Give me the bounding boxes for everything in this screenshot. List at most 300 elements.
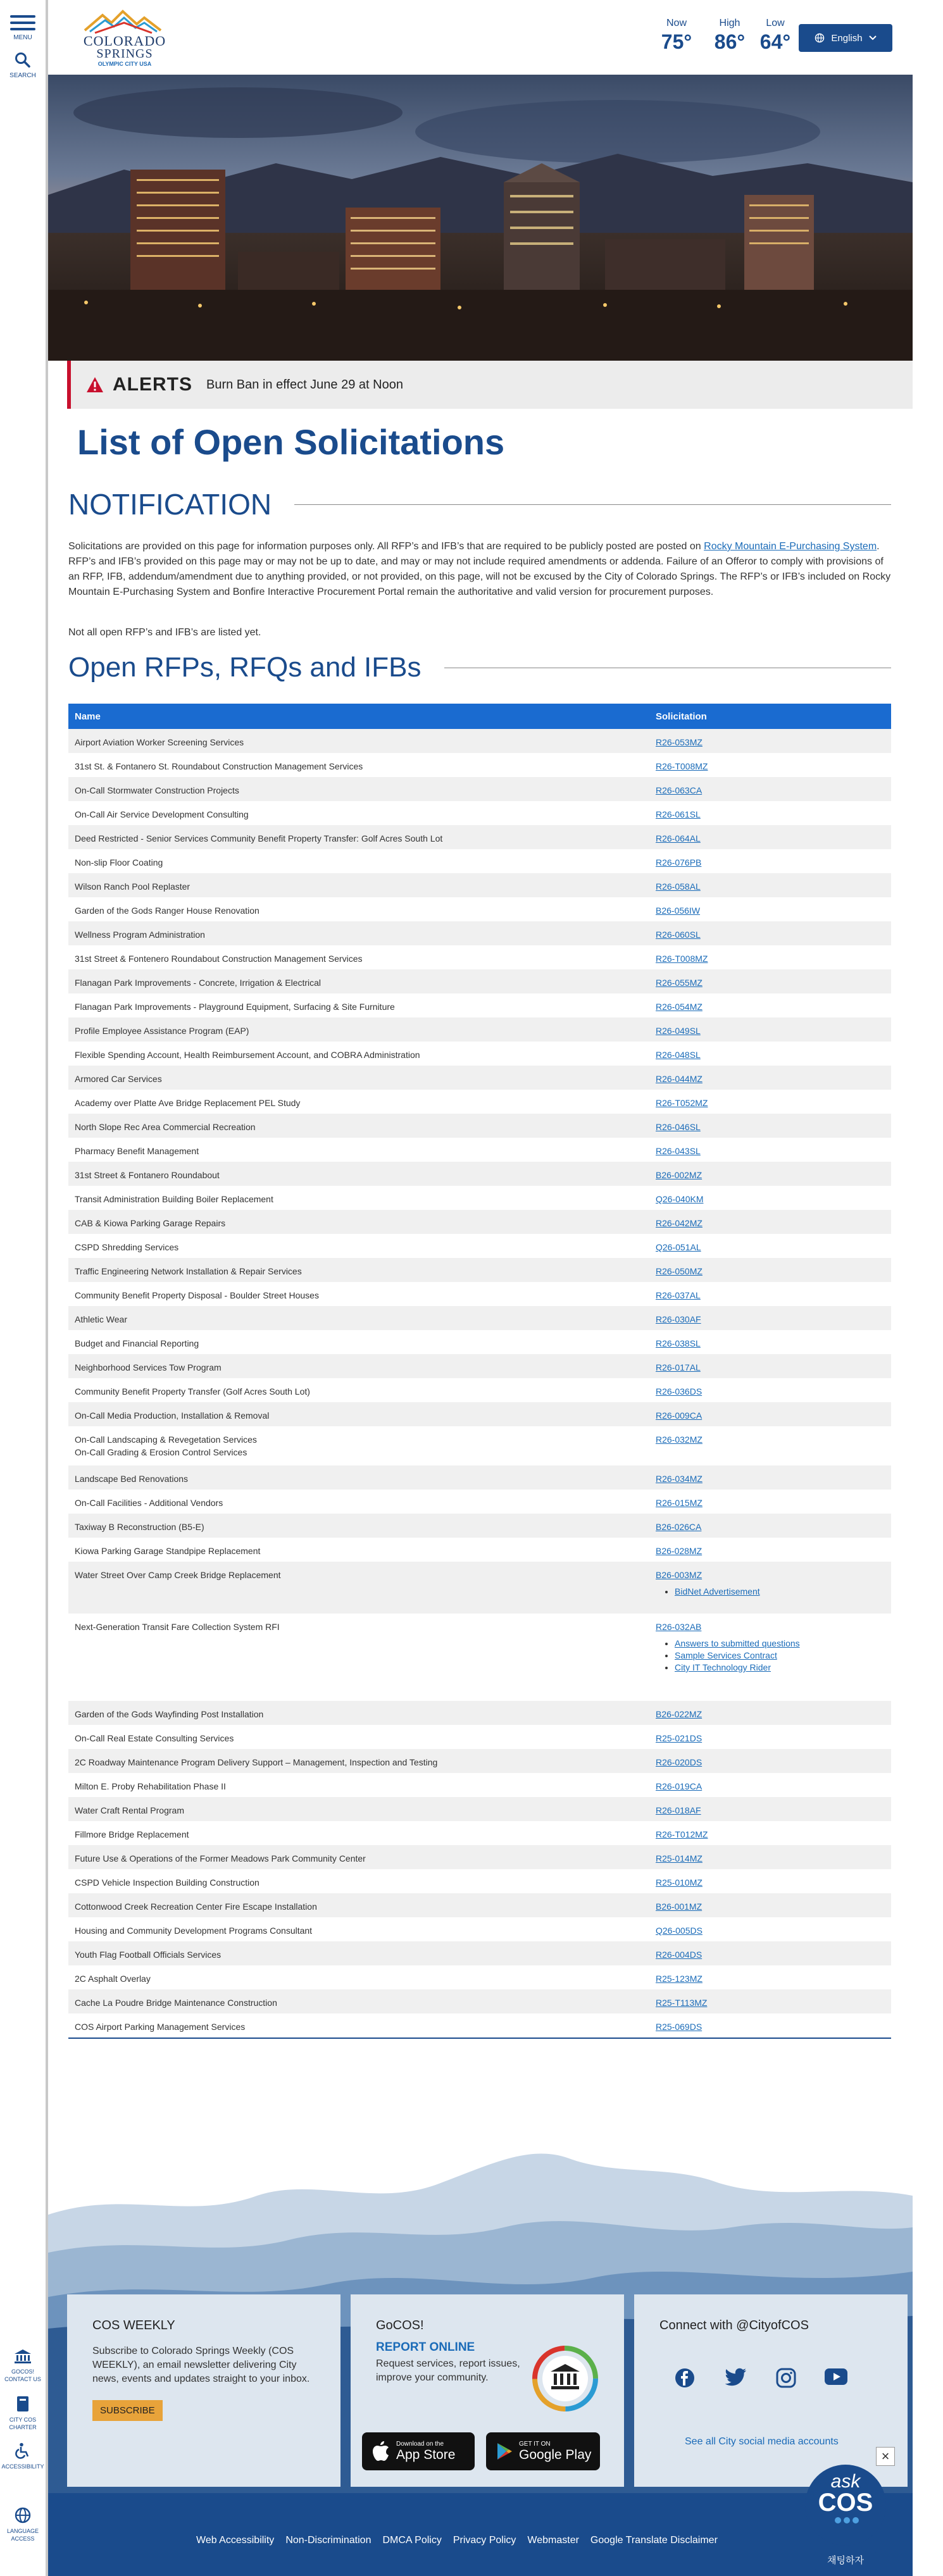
table-row xyxy=(68,1869,891,1893)
hero-cityscape-image xyxy=(48,75,913,361)
logo-springs: SPRINGS xyxy=(96,47,153,61)
subscribe-button[interactable]: SUBSCRIBE xyxy=(92,2400,163,2421)
rail-language-label: LANGUAGE ACCESS xyxy=(6,2528,39,2542)
search-label: SEARCH xyxy=(9,72,36,79)
solicitation-name-text: Transit Administration Building Boiler Replacement xyxy=(75,1194,273,1204)
heading-rule xyxy=(294,504,891,505)
wheelchair-icon xyxy=(15,2442,31,2459)
table-row xyxy=(68,1042,891,1066)
connect-title: Connect with @CityofCOS xyxy=(659,2318,809,2332)
solicitation-name-text: On-Call Media Production, Installation & Removal xyxy=(75,1410,270,1421)
solicitation-name xyxy=(68,1290,649,1300)
solicitation-name-text: Armored Car Services xyxy=(75,1074,162,1084)
solicitation-link[interactable]: R26-050MZ xyxy=(656,1266,703,1276)
table-row xyxy=(68,1210,891,1234)
ask-cos-word-cos: COS xyxy=(818,2489,873,2517)
solicitation-link[interactable]: B26-002MZ xyxy=(656,1170,703,1180)
solicitation-link[interactable]: B26-056IW xyxy=(656,905,701,916)
hamburger-icon xyxy=(10,15,35,18)
table-row xyxy=(68,1330,891,1354)
table-row xyxy=(68,1538,891,1562)
solicitation-name-text: Budget and Financial Reporting xyxy=(75,1338,199,1348)
solicitation-number xyxy=(649,1242,891,1252)
table-row xyxy=(68,1725,891,1749)
solicitation-number xyxy=(649,1901,891,1912)
solicitation-number xyxy=(649,930,891,940)
solicitation-number xyxy=(649,1733,891,1743)
table-row xyxy=(68,801,891,825)
solicitation-link[interactable]: R26-009CA xyxy=(656,1410,703,1421)
table-row xyxy=(68,1465,891,1490)
solicitation-number xyxy=(649,954,891,964)
open-solicitations-heading-text: Open RFPs, RFQs and IFBs xyxy=(68,652,422,683)
solicitation-link[interactable]: R26-044MZ xyxy=(656,1074,703,1084)
solicitation-name xyxy=(68,1194,649,1204)
solicitation-name-text: Flanagan Park Improvements - Concrete, Irrigation & Electrical xyxy=(75,978,322,988)
solicitation-number xyxy=(649,978,891,988)
solicitation-name xyxy=(68,1998,649,2008)
solicitation-link[interactable]: B26-022MZ xyxy=(656,1709,703,1719)
table-row xyxy=(68,1114,891,1138)
building-icon xyxy=(14,2349,32,2364)
solicitation-name xyxy=(68,1570,649,1580)
solicitation-name xyxy=(68,1386,649,1397)
globe-icon xyxy=(15,2507,31,2523)
solicitation-number xyxy=(649,1002,891,1012)
solicitation-number xyxy=(649,737,891,747)
solicitation-name xyxy=(68,857,649,868)
solicitation-link[interactable]: Q26-040KM xyxy=(656,1194,704,1204)
cos-weekly-card xyxy=(67,2294,340,2487)
document-item xyxy=(675,1662,891,1672)
table-row xyxy=(68,1965,891,1989)
site-header xyxy=(48,0,943,75)
solicitation-name-text: Cottonwood Creek Recreation Center Fire Escape Installation xyxy=(75,1901,317,1912)
footer-link-privacy[interactable]: Privacy Policy xyxy=(453,2535,516,2546)
table-row xyxy=(68,729,891,753)
solicitation-number xyxy=(649,1314,891,1324)
rocky-mountain-link[interactable]: Rocky Mountain E-Purchasing System xyxy=(704,541,877,552)
solicitation-name xyxy=(68,1926,649,1936)
solicitation-name xyxy=(68,1805,649,1815)
footer-link-webmaster[interactable]: Webmaster xyxy=(527,2535,579,2546)
document-item xyxy=(675,1650,891,1660)
solicitation-number xyxy=(649,1146,891,1156)
solicitation-number xyxy=(649,1926,891,1936)
solicitation-link[interactable]: R26-060SL xyxy=(656,930,701,940)
instagram-icon[interactable] xyxy=(776,2368,796,2388)
rail-contact-label: GOCOS! CONTACT US xyxy=(4,2368,41,2382)
table-row xyxy=(68,1701,891,1725)
solicitation-link[interactable]: R26-048SL xyxy=(656,1050,701,1060)
solicitation-name-text: Neighborhood Services Tow Program xyxy=(75,1362,222,1372)
solicitation-name-text: Wellness Program Administration xyxy=(75,930,205,940)
solicitation-name-text: Garden of the Gods Ranger House Renovation xyxy=(75,905,259,916)
globe-icon xyxy=(815,33,825,43)
solicitation-name-text: Taxiway B Reconstruction (B5-E) xyxy=(75,1522,204,1532)
weather-now-value: 75° xyxy=(661,30,692,53)
solicitation-name xyxy=(68,2022,649,2032)
solicitation-name xyxy=(68,1266,649,1276)
table-header xyxy=(68,704,891,729)
solicitation-name xyxy=(68,1146,649,1156)
solicitation-name xyxy=(68,1026,649,1036)
solicitation-name-text: Flexible Spending Account, Health Reimbursement Account, and COBRA Administration xyxy=(75,1050,420,1060)
weather-high-value: 86° xyxy=(714,30,746,53)
footer-link-web-accessibility[interactable]: Web Accessibility xyxy=(196,2535,275,2546)
solicitation-link[interactable]: R25-T113MZ xyxy=(656,1998,708,2008)
solicitation-name-text: 31st Street & Fontenero Roundabout Construction Management Services xyxy=(75,954,363,964)
table-row xyxy=(68,1989,891,2013)
solicitation-link[interactable]: Q26-005DS xyxy=(656,1926,703,1936)
weather-high xyxy=(708,18,752,54)
solicitation-number xyxy=(649,1194,891,1204)
solicitation-link[interactable]: B26-003MZ xyxy=(656,1570,703,1580)
table-row xyxy=(68,777,891,801)
document-link[interactable]: Sample Services Contract xyxy=(675,1650,777,1660)
solicitation-name-text: Water Craft Rental Program xyxy=(75,1805,184,1815)
table-row xyxy=(68,1562,891,1614)
solicitation-name-text: Academy over Platte Ave Bridge Replacement PEL Study xyxy=(75,1098,301,1108)
logo-colorado: COLORADO xyxy=(83,33,166,49)
solicitation-link[interactable]: R25-014MZ xyxy=(656,1853,703,1864)
solicitation-number xyxy=(649,1386,891,1397)
app-store-button[interactable] xyxy=(362,2432,475,2470)
notification-text-a: Solicitations are provided on this page for information purposes only. All RFP’s and IFB’s that are required to be publicly posted are posted on xyxy=(68,541,704,552)
solicitation-number xyxy=(649,1050,891,1060)
solicitation-link[interactable]: R26-T012MZ xyxy=(656,1829,708,1839)
solicitation-name xyxy=(68,1974,649,1984)
solicitation-name xyxy=(68,785,649,795)
solicitation-number xyxy=(649,1410,891,1421)
solicitation-name xyxy=(68,761,649,771)
solicitation-name-text: On-Call Facilities - Additional Vendors xyxy=(75,1498,223,1508)
solicitation-link[interactable]: R26-015MZ xyxy=(656,1498,703,1508)
solicitation-link[interactable]: R26-061SL xyxy=(656,809,701,819)
solicitation-name xyxy=(68,1546,649,1556)
solicitation-number xyxy=(649,1522,891,1532)
table-row xyxy=(68,969,891,993)
gocos-title: GoCOS! xyxy=(376,2318,424,2332)
solicitation-name xyxy=(68,1098,649,1108)
solicitation-number xyxy=(649,1805,891,1815)
solicitation-link[interactable]: R26-037AL xyxy=(656,1290,701,1300)
solicitation-name xyxy=(68,1218,649,1228)
solicitation-name xyxy=(68,737,649,747)
solicitation-name xyxy=(68,1757,649,1767)
solicitation-link[interactable]: B26-028MZ xyxy=(656,1546,703,1556)
table-row xyxy=(68,1306,891,1330)
search-button[interactable] xyxy=(0,52,46,80)
solicitation-link[interactable]: R26-T008MZ xyxy=(656,761,708,771)
solicitation-name xyxy=(68,833,649,843)
solicitation-name-text: On-Call Air Service Development Consulting xyxy=(75,809,249,819)
solicitation-link[interactable]: R26-053MZ xyxy=(656,737,703,747)
site-logo[interactable] xyxy=(72,9,173,67)
solicitation-link[interactable]: R26-030AF xyxy=(656,1314,701,1324)
solicitation-name xyxy=(68,1877,649,1888)
solicitation-name xyxy=(68,1050,649,1060)
notification-note: Not all open RFP’s and IFB’s are listed yet. xyxy=(68,627,261,638)
solicitation-name xyxy=(68,930,649,940)
notification-heading-text: NOTIFICATION xyxy=(68,488,272,521)
solicitation-name xyxy=(68,1314,649,1324)
rail-contact-us[interactable] xyxy=(0,2349,46,2383)
solicitation-name-text: CSPD Shredding Services xyxy=(75,1242,179,1252)
solicitation-number xyxy=(649,1074,891,1084)
notification-heading xyxy=(68,487,891,521)
social-accounts-link[interactable]: See all City social media accounts xyxy=(685,2436,839,2447)
solicitation-name xyxy=(68,1829,649,1839)
solicitation-name xyxy=(68,1522,649,1532)
menu-label: MENU xyxy=(13,34,32,41)
table-row xyxy=(68,1258,891,1282)
solicitation-link[interactable]: R26-042MZ xyxy=(656,1218,703,1228)
solicitation-link[interactable]: R26-055MZ xyxy=(656,978,703,988)
table-row xyxy=(68,1749,891,1773)
solicitation-name xyxy=(68,1901,649,1912)
solicitation-link[interactable]: R26-019CA xyxy=(656,1781,703,1791)
table-row xyxy=(68,1917,891,1941)
gocos-text: Request services, report issues, improve your community. xyxy=(376,2358,520,2383)
solicitation-number xyxy=(649,833,891,843)
table-row xyxy=(68,1090,891,1114)
gocos-subtitle[interactable]: REPORT ONLINE xyxy=(376,2341,475,2354)
notification-paragraph xyxy=(68,539,891,600)
solicitation-name xyxy=(68,1950,649,1960)
solicitation-link[interactable]: R26-T008MZ xyxy=(656,954,708,964)
document-item xyxy=(675,1638,891,1648)
gocos-card xyxy=(351,2294,624,2487)
footer-link-translate-disclaimer[interactable]: Google Translate Disclaimer xyxy=(590,2535,718,2546)
search-icon xyxy=(15,52,31,68)
menu-button[interactable] xyxy=(0,11,46,42)
solicitation-link[interactable]: R26-036DS xyxy=(656,1386,703,1397)
alerts-banner[interactable] xyxy=(67,361,913,409)
solicitation-name-text-2: On-Call Grading & Erosion Control Services xyxy=(75,1447,247,1457)
solicitation-number xyxy=(649,1218,891,1228)
solicitation-name xyxy=(68,809,649,819)
solicitation-link[interactable]: Q26-051AL xyxy=(656,1242,701,1252)
solicitation-name-text: Housing and Community Development Programs Consultant xyxy=(75,1926,313,1936)
table-row xyxy=(68,753,891,777)
weather-now xyxy=(654,18,699,54)
language-value: English xyxy=(831,32,863,44)
solicitation-number xyxy=(649,857,891,868)
twitter-icon[interactable] xyxy=(725,2368,747,2387)
solicitation-number xyxy=(649,881,891,892)
solicitation-link[interactable]: B26-026CA xyxy=(656,1522,702,1532)
table-row xyxy=(68,1426,891,1465)
solicitation-link[interactable]: R25-069DS xyxy=(656,2022,703,2032)
alerts-message[interactable]: Burn Ban in effect June 29 at Noon xyxy=(206,377,403,392)
solicitation-link[interactable]: R26-076PB xyxy=(656,857,702,868)
solicitation-link[interactable]: R26-058AL xyxy=(656,881,701,892)
solicitation-number xyxy=(649,785,891,795)
close-chat-button[interactable]: × xyxy=(876,2447,895,2466)
solicitation-name xyxy=(68,978,649,988)
solicitation-link[interactable]: R26-063CA xyxy=(656,785,703,795)
solicitation-number xyxy=(649,1757,891,1767)
table-row xyxy=(68,897,891,921)
solicitation-name-text: Kiowa Parking Garage Standpipe Replacement xyxy=(75,1546,261,1556)
solicitation-link[interactable]: R26-034MZ xyxy=(656,1474,703,1484)
solicitation-link[interactable]: R26-004DS xyxy=(656,1950,703,1960)
solicitation-link[interactable]: R26-017AL xyxy=(656,1362,701,1372)
solicitation-name-text: Non-slip Floor Coating xyxy=(75,857,163,868)
solicitation-name-text: Milton E. Proby Rehabilitation Phase II xyxy=(75,1781,226,1791)
solicitation-name xyxy=(68,881,649,892)
table-row xyxy=(68,1797,891,1821)
solicitation-name xyxy=(68,1242,649,1252)
solicitation-name xyxy=(68,905,649,916)
ask-cos-chat-button[interactable] xyxy=(804,2463,887,2571)
ask-cos-korean: 채팅하자 xyxy=(814,2552,877,2570)
solicitation-name-text: Flanagan Park Improvements - Playground Equipment, Surfacing & Site Furniture xyxy=(75,1002,395,1012)
solicitation-name xyxy=(68,1474,649,1484)
solicitation-number xyxy=(649,2022,891,2032)
table-row xyxy=(68,1354,891,1378)
document-link[interactable]: Answers to submitted questions xyxy=(675,1638,800,1648)
weather-low xyxy=(753,18,797,54)
solicitation-name-text: Water Street Over Camp Creek Bridge Replacement xyxy=(75,1570,281,1580)
solicitation-name xyxy=(68,1781,649,1791)
open-solicitations-heading xyxy=(68,652,891,683)
solicitation-name xyxy=(68,1622,649,1632)
table-row xyxy=(68,873,891,897)
solicitation-link[interactable]: R26-018AF xyxy=(656,1805,701,1815)
solicitation-link[interactable]: R26-049SL xyxy=(656,1026,701,1036)
solicitation-link[interactable]: R26-043SL xyxy=(656,1146,701,1156)
solicitation-name-text: 2C Roadway Maintenance Program Delivery Support – Management, Inspection and Testing xyxy=(75,1757,438,1767)
table-row xyxy=(68,1186,891,1210)
table-row xyxy=(68,1614,891,1701)
solicitation-name xyxy=(68,1170,649,1180)
solicitation-number xyxy=(649,1098,891,1108)
solicitation-link[interactable]: R26-054MZ xyxy=(656,1002,703,1012)
solicitation-number xyxy=(649,1266,891,1276)
table-row xyxy=(68,825,891,849)
solicitation-number xyxy=(649,1998,891,2008)
table-row xyxy=(68,1402,891,1426)
solicitation-number xyxy=(649,1570,891,1598)
solicitation-link[interactable]: R25-021DS xyxy=(656,1733,703,1743)
solicitation-number xyxy=(649,1474,891,1484)
footer-link-non-discrimination[interactable]: Non-Discrimination xyxy=(285,2535,372,2546)
footer-link-dmca[interactable]: DMCA Policy xyxy=(382,2535,442,2546)
solicitation-number xyxy=(649,1170,891,1180)
left-rail xyxy=(0,0,48,2576)
language-select[interactable] xyxy=(799,24,892,52)
table-row xyxy=(68,1378,891,1402)
solicitation-number xyxy=(649,1290,891,1300)
solicitation-name xyxy=(68,1709,649,1719)
table-row xyxy=(68,945,891,969)
solicitation-number xyxy=(649,1122,891,1132)
rail-charter[interactable] xyxy=(0,2396,46,2431)
solicitation-number xyxy=(649,1026,891,1036)
solicitation-name-text: Athletic Wear xyxy=(75,1314,127,1324)
solicitation-name xyxy=(68,1122,649,1132)
solicitation-number xyxy=(649,809,891,819)
solicitation-number xyxy=(649,1709,891,1719)
footer-links xyxy=(196,2535,718,2546)
solicitation-link[interactable]: R25-123MZ xyxy=(656,1974,703,1984)
table-row xyxy=(68,1490,891,1514)
gocos-app-icon[interactable] xyxy=(530,2344,600,2413)
rail-charter-label: CITY COS CHARTER xyxy=(9,2417,37,2430)
document-link[interactable]: City IT Technology Rider xyxy=(675,1662,771,1672)
solicitation-name-text: Community Benefit Property Transfer (Golf Acres South Lot) xyxy=(75,1386,310,1397)
solicitation-link[interactable]: R26-038SL xyxy=(656,1338,701,1348)
youtube-icon[interactable] xyxy=(824,2368,848,2386)
column-header-name: Name xyxy=(75,711,101,722)
weather-low-value: 64° xyxy=(759,30,791,53)
solicitation-name-text: North Slope Rec Area Commercial Recreation xyxy=(75,1122,256,1132)
solicitation-number xyxy=(649,1362,891,1372)
solicitation-number xyxy=(649,1829,891,1839)
table-row xyxy=(68,993,891,1017)
weather-low-label: Low xyxy=(766,18,785,28)
table-row xyxy=(68,849,891,873)
solicitation-name-text: 31st St. & Fontanero St. Roundabout Construction Management Services xyxy=(75,761,363,771)
table-row xyxy=(68,1893,891,1917)
solicitation-name-text: Next-Generation Transit Fare Collection System RFI xyxy=(75,1622,280,1632)
rail-accessibility-label: ACCESSIBILITY xyxy=(1,2463,44,2470)
solicitation-link[interactable]: R25-010MZ xyxy=(656,1877,703,1888)
table-row xyxy=(68,1845,891,1869)
connect-card xyxy=(634,2294,908,2487)
document-link[interactable]: BidNet Advertisement xyxy=(675,1586,760,1596)
solicitation-number xyxy=(649,905,891,916)
solicitation-name-text: Garden of the Gods Wayfinding Post Installation xyxy=(75,1709,264,1719)
document-item xyxy=(675,1586,891,1596)
solicitation-number xyxy=(649,1498,891,1508)
solicitation-link[interactable]: R26-032MZ xyxy=(656,1434,703,1445)
table-row xyxy=(68,1941,891,1965)
solicitation-name-text: Fillmore Bridge Replacement xyxy=(75,1829,189,1839)
solicitation-name xyxy=(68,1002,649,1012)
solicitation-link[interactable]: R26-020DS xyxy=(656,1757,703,1767)
apple-icon xyxy=(372,2441,390,2461)
solicitation-name xyxy=(68,954,649,964)
google-play-button[interactable] xyxy=(486,2432,600,2470)
solicitation-number xyxy=(649,1434,891,1445)
solicitation-link[interactable]: R26-046SL xyxy=(656,1122,701,1132)
cos-weekly-title: COS WEEKLY xyxy=(92,2318,175,2332)
solicitation-link[interactable]: R26-032AB xyxy=(656,1622,702,1632)
solicitation-documents xyxy=(675,1586,891,1596)
rail-accessibility[interactable] xyxy=(0,2442,46,2470)
solicitation-name-text: On-Call Stormwater Construction Projects xyxy=(75,785,239,795)
logo-olympic: OLYMPIC CITY USA xyxy=(97,61,152,67)
solicitation-link[interactable]: R26-064AL xyxy=(656,833,701,843)
solicitation-link[interactable]: R26-T052MZ xyxy=(656,1098,708,1108)
solicitation-name-text: 2C Asphalt Overlay xyxy=(75,1974,151,1984)
weather-high-label: High xyxy=(719,18,740,28)
solicitation-name-text: Cache La Poudre Bridge Maintenance Construction xyxy=(75,1998,277,2008)
table-row xyxy=(68,1821,891,1845)
solicitation-number xyxy=(649,1853,891,1864)
solicitation-number xyxy=(649,1338,891,1348)
solicitation-link[interactable]: B26-001MZ xyxy=(656,1901,703,1912)
rail-language[interactable] xyxy=(0,2507,46,2542)
page-title: List of Open Solicitations xyxy=(77,422,505,462)
solicitation-name xyxy=(68,1338,649,1348)
table-row xyxy=(68,1017,891,1042)
solicitation-name-text: COS Airport Parking Management Services xyxy=(75,2022,246,2032)
facebook-icon[interactable] xyxy=(675,2368,695,2388)
